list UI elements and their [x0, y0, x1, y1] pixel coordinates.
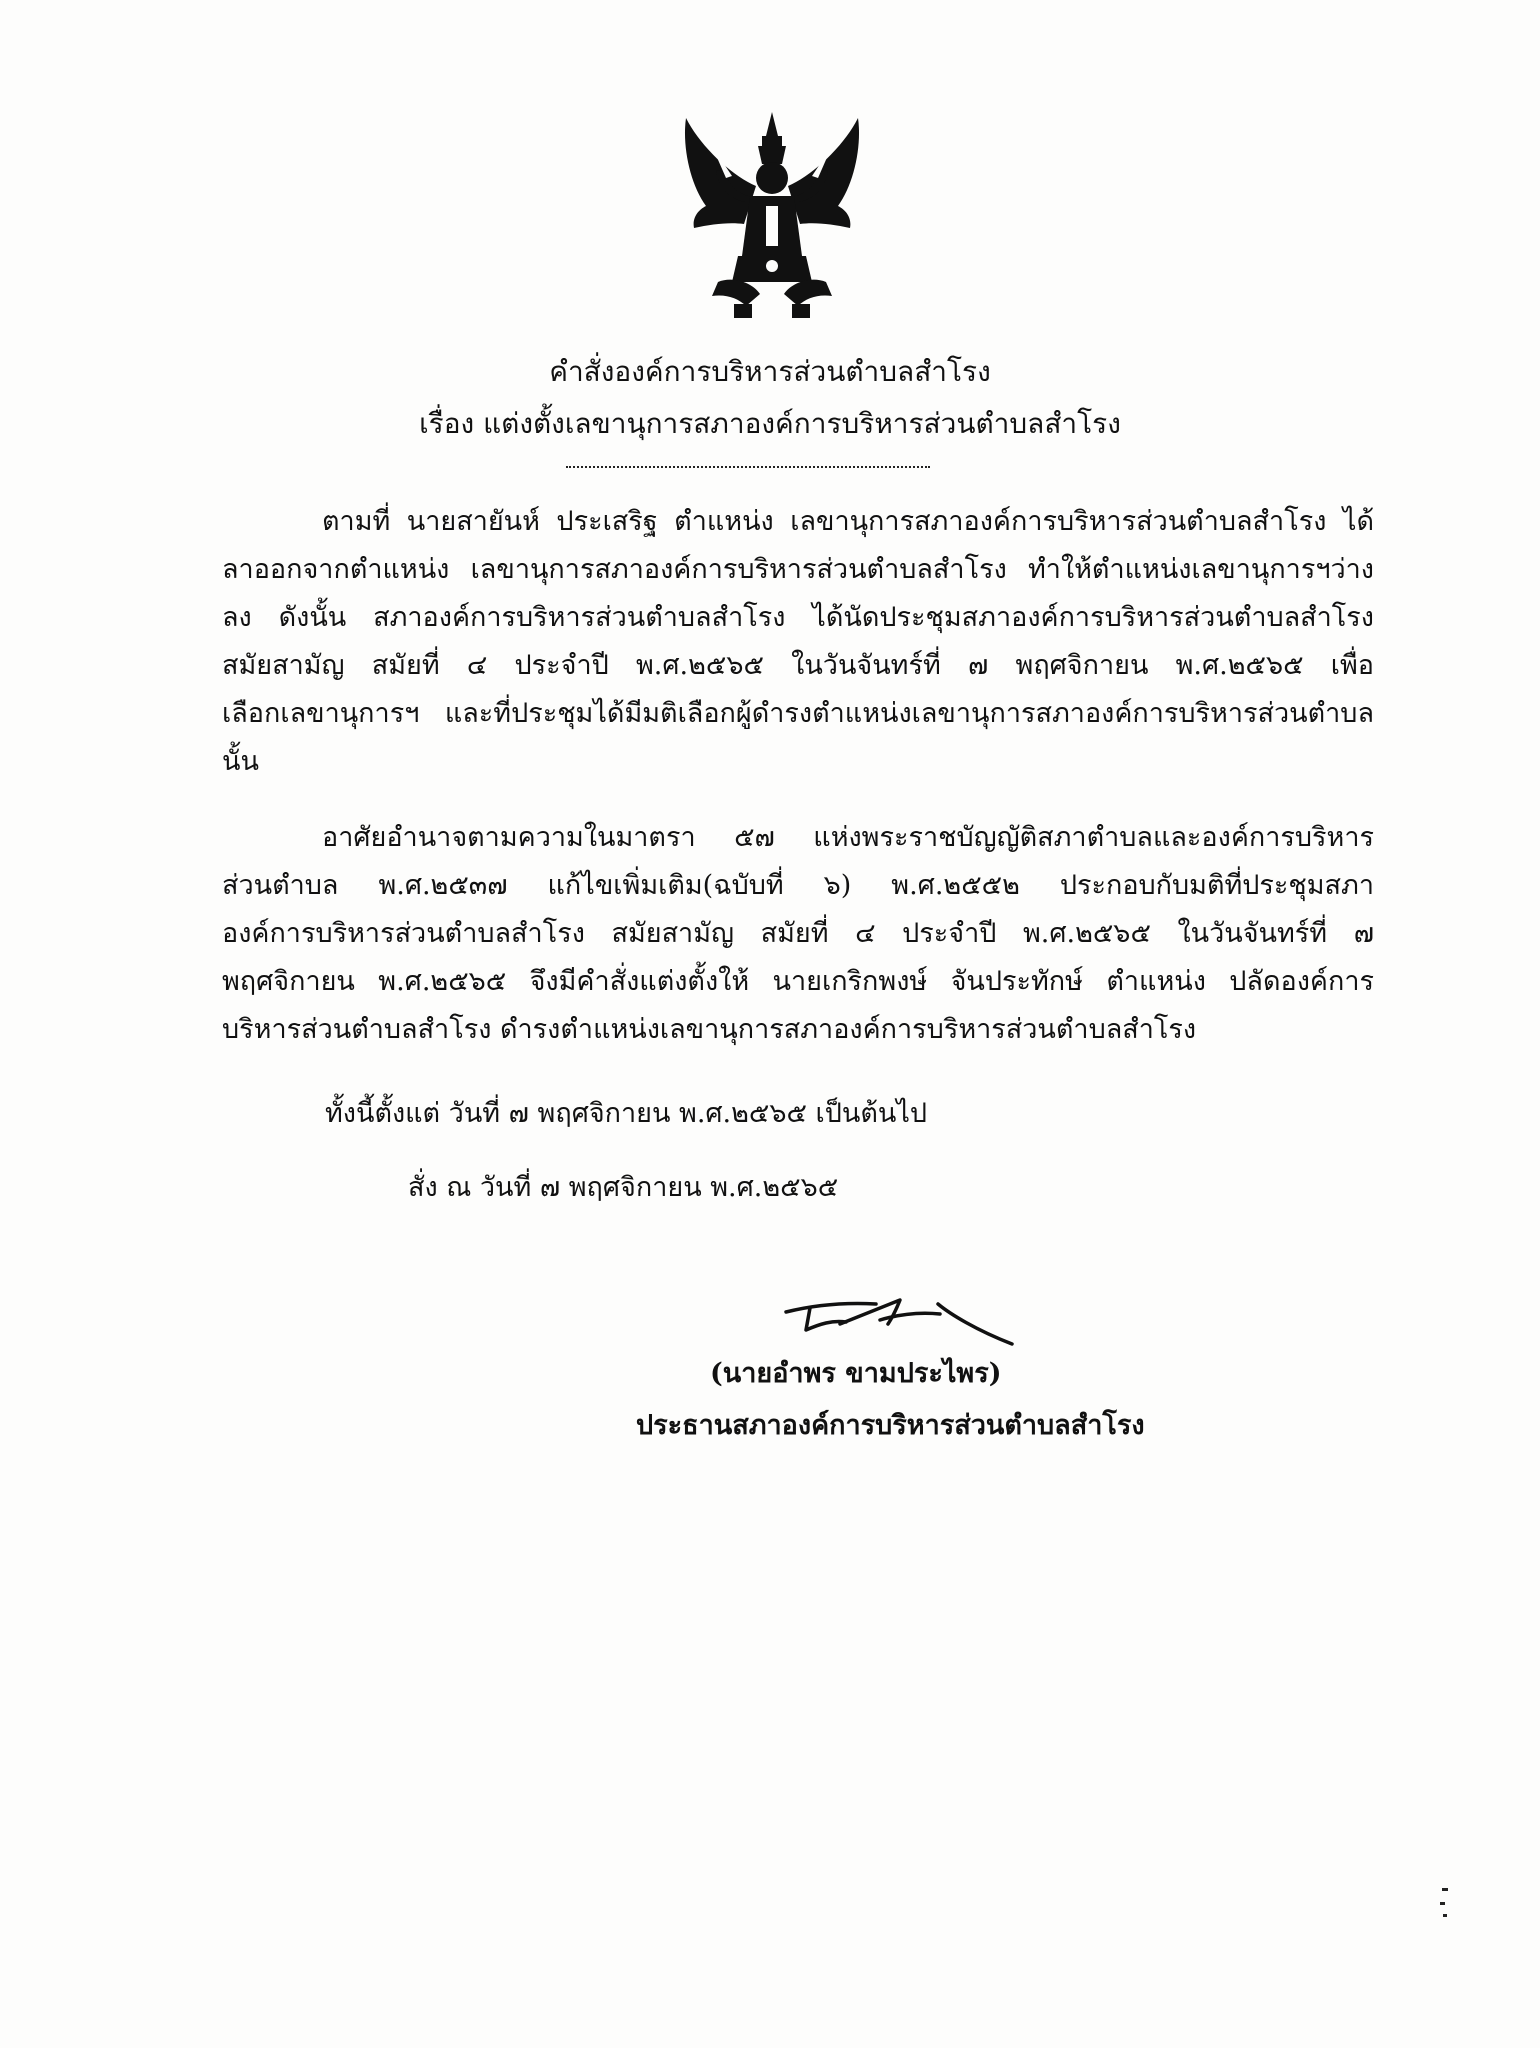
effective-date: ทั้งนี้ตั้งแต่ วันที่ ๗ พฤศจิกายน พ.ศ.๒๕๖๕ เป็นต้นไป: [325, 1098, 928, 1129]
ordered-date: สั่ง ณ วันที่ ๗ พฤศจิกายน พ.ศ.๒๕๖๕: [408, 1172, 839, 1203]
paragraph-line: ตามที่ นายสายันห์ ประเสริฐ ตำแหน่ง เลขานุการสภาองค์การบริหารส่วนตำบลสำโรง ได้: [322, 506, 1374, 537]
paragraph-line: ลง ดังนั้น สภาองค์การบริหารส่วนตำบลสำโรง ได้นัดประชุมสภาองค์การบริหารส่วนตำบลสำโรง: [222, 602, 1374, 633]
signatory-title: ประธานสภาองค์การบริหารส่วนตำบลสำโรง: [636, 1410, 1145, 1441]
paragraph-line: นั้น: [222, 746, 259, 777]
order-subject: เรื่อง แต่งตั้งเลขานุการสภาองค์การบริหารส่วนตำบลสำโรง: [419, 407, 1121, 440]
handwritten-signature: [780, 1290, 1020, 1350]
paragraph-line: สมัยสามัญ สมัยที่ ๔ ประจำปี พ.ศ.๒๕๖๕ ในวันจันทร์ที่ ๗ พฤศจิกายน พ.ศ.๒๕๖๕ เพื่อ: [222, 650, 1374, 681]
signatory-name: (นายอำพร ขามประไพร): [710, 1358, 1002, 1389]
paragraph-line: อาศัยอำนาจตามความในมาตรา ๕๗ แห่งพระราชบัญญัติสภาตำบลและองค์การบริหาร: [322, 822, 1374, 853]
paragraph-line: องค์การบริหารส่วนตำบลสำโรง สมัยสามัญ สมัยที่ ๔ ประจำปี พ.ศ.๒๕๖๕ ในวันจันทร์ที่ ๗: [222, 918, 1374, 949]
garuda-emblem-icon: [672, 106, 872, 326]
order-title: คำสั่งองค์การบริหารส่วนตำบลสำโรง: [549, 355, 991, 388]
paragraph-line: บริหารส่วนตำบลสำโรง ดำรงตำแหน่งเลขานุการสภาองค์การบริหารส่วนตำบลสำโรง: [222, 1014, 1197, 1045]
paragraph-line: ส่วนตำบล พ.ศ.๒๕๓๗ แก้ไขเพิ่มเติม(ฉบับที่ ๖) พ.ศ.๒๕๕๒ ประกอบกับมติที่ประชุมสภา: [222, 870, 1374, 901]
paragraph-line: ลาออกจากตำแหน่ง เลขานุการสภาองค์การบริหารส่วนตำบลสำโรง ทำให้ตำแหน่งเลขานุการฯว่าง: [222, 554, 1374, 585]
paragraph-authority: [222, 814, 1374, 1054]
paragraph-line: เลือกเลขานุการฯ และที่ประชุมได้มีมติเลือกผู้ดำรงตำแหน่งเลขานุการสภาองค์การบริหารส่วนตำบล: [222, 698, 1374, 729]
scan-mark: [1434, 1884, 1454, 1924]
paragraph-line: พฤศจิกายน พ.ศ.๒๕๖๕ จึงมีคำสั่งแต่งตั้งให้ นายเกริกพงษ์ จันประทักษ์ ตำแหน่ง ปลัดองค์การ: [222, 966, 1374, 997]
dotted-divider: [566, 466, 930, 468]
paragraph-background: [222, 498, 1374, 786]
